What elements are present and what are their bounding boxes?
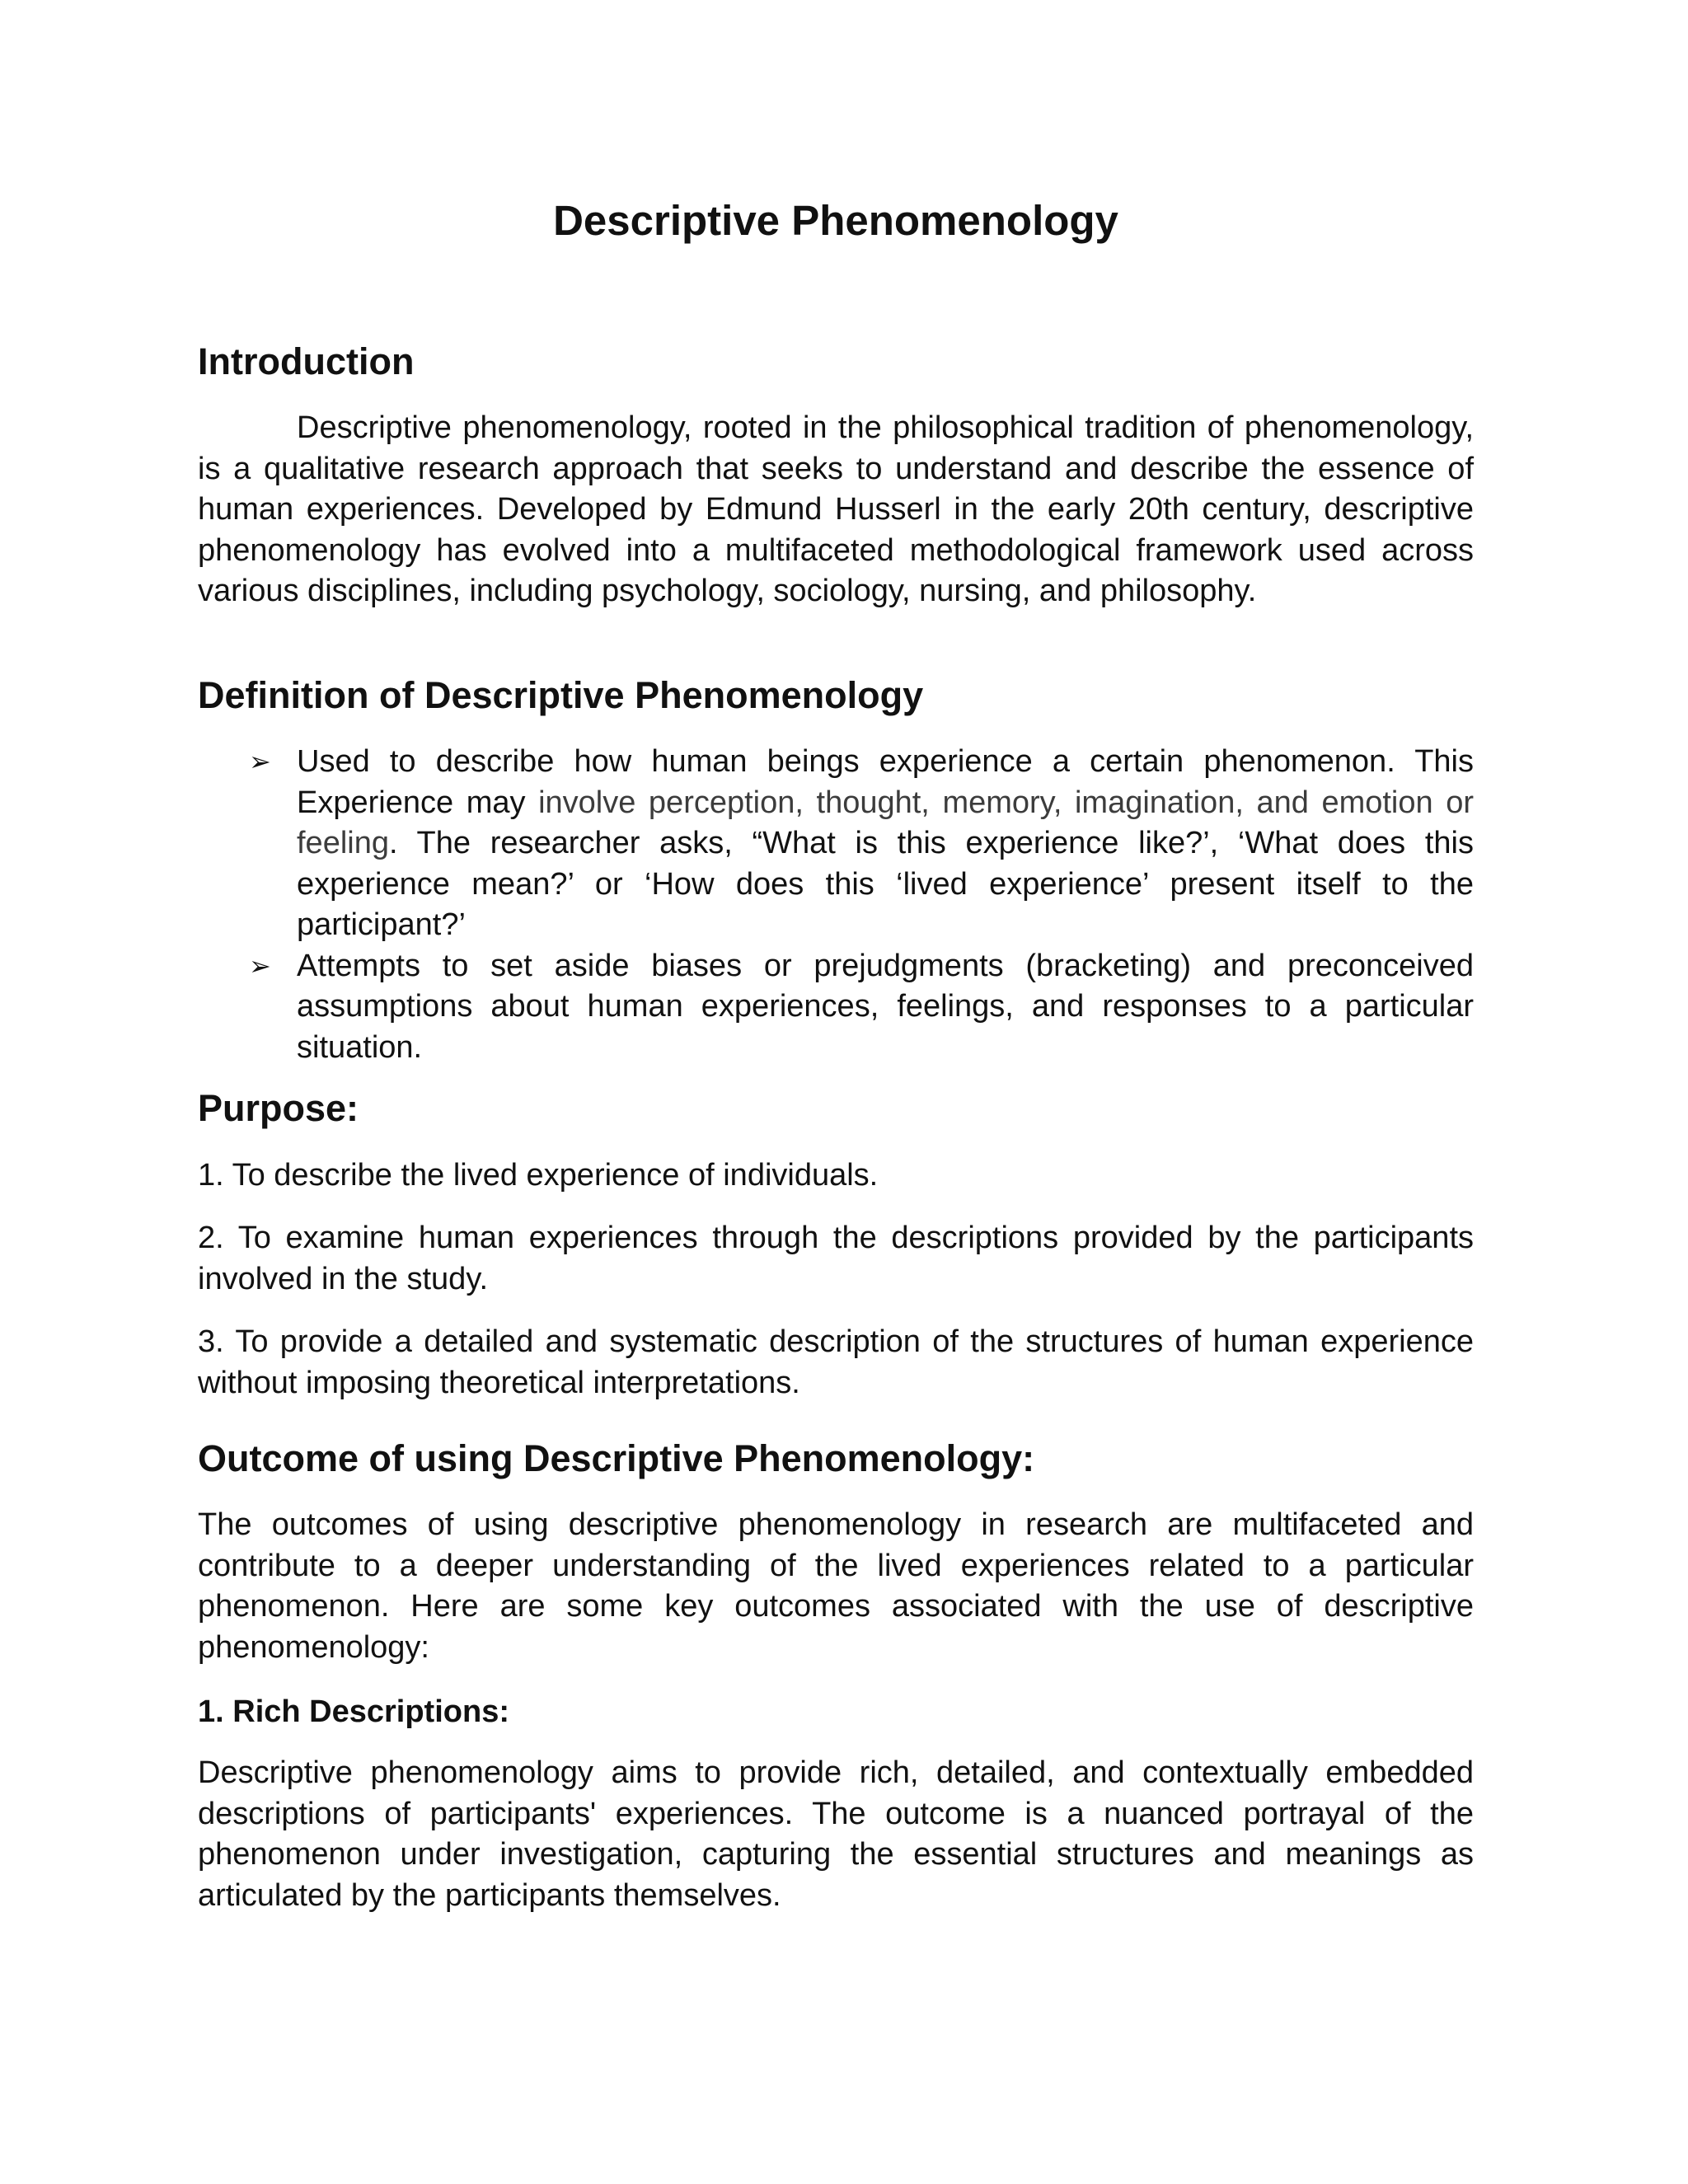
definition-bullet-1-text-c: . The researcher asks, “What is this experience like?’, ‘What does this experience mean?’ or ‘How does this ‘lived experience’ present itself to the participant?’	[297, 826, 1474, 942]
purpose-item-2: 2. To examine human experiences through the descriptions provided by the participants involved in the study.	[198, 1221, 1474, 1296]
purpose-item-1: 1. To describe the lived experience of individuals.	[198, 1158, 879, 1193]
definition-bullet-1-text-a: Used to describe how human beings experience a certain phenomenon. This Experience may	[297, 744, 1474, 820]
definition-bullet-list	[198, 742, 1474, 1068]
definition-bullet-2-text: Attempts to set aside biases or prejudgments (bracketing) and preconceived assumptions about human experiences, feelings, and responses to a particular situation.	[297, 948, 1474, 1065]
purpose-heading: Purpose:	[198, 1087, 359, 1129]
rich-descriptions-heading: 1. Rich Descriptions:	[198, 1694, 509, 1729]
definition-bullet-2	[198, 946, 1474, 1069]
purpose-item-3: 3. To provide a detailed and systematic description of the structures of human experience without imposing theoretical interpretations.	[198, 1324, 1474, 1400]
outcome-paragraph: The outcomes of using descriptive phenomenology in research are multifaceted and contribute to a deeper understanding of the lived experiences related to a particular phenomenon. Here are some key outcomes associated with the use of descriptive phenomenology:	[198, 1507, 1474, 1665]
definition-bullet-1-text-b: involve perception, thought, memory, imagination, and emotion or feeling	[297, 785, 1475, 860]
definition-heading: Definition of Descriptive Phenomenology	[198, 674, 924, 716]
document-title: Descriptive Phenomenology	[553, 197, 1118, 244]
arrow-bullet-icon: ➢	[249, 949, 271, 982]
introduction-paragraph: Descriptive phenomenology, rooted in the philosophical tradition of phenomenology, is a qualitative research approach that seeks to understand and describe the essence of human experiences. Developed by Edmund Husserl in the early 20th century, descriptive phenomenology has evolved into a multifaceted methodological framework used across various disciplines, including psychology, sociology, nursing, and philosophy.	[198, 410, 1474, 608]
outcome-heading: Outcome of using Descriptive Phenomenology:	[198, 1437, 1035, 1479]
introduction-heading: Introduction	[198, 340, 415, 382]
arrow-bullet-icon: ➢	[249, 746, 271, 777]
rich-descriptions-paragraph: Descriptive phenomenology aims to provide rich, detailed, and contextually embedded descriptions of participants' experiences. The outcome is a nuanced portrayal of the phenomenon under investigation, capturing the essential structures and meanings as articulated by the participants themselves.	[198, 1755, 1474, 1913]
definition-bullet-1	[198, 742, 1474, 946]
